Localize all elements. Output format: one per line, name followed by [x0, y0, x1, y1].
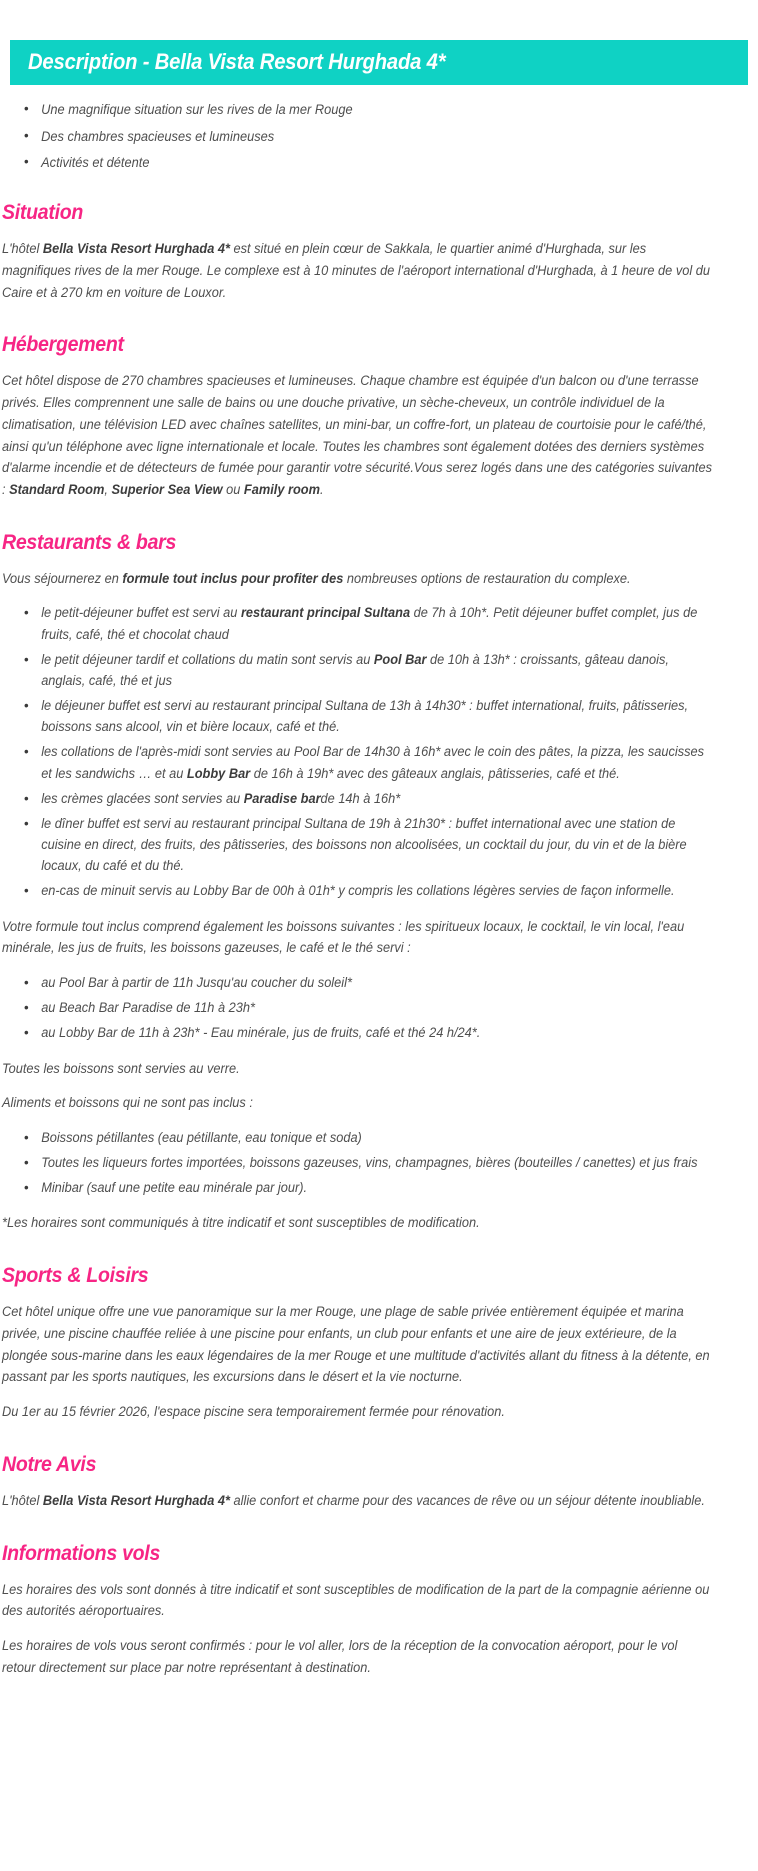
list-item: • Des chambres spacieuses et lumineuses: [24, 128, 710, 145]
text-lead: L'hôtel: [2, 241, 43, 257]
section-heading-vols: Informations vols: [2, 1541, 161, 1565]
list-item: • au Pool Bar à partir de 11h Jusqu'au coucher du soleil*: [24, 972, 714, 993]
room-category-family: Family room: [243, 481, 320, 497]
glass-note: Toutes les boissons sont servies au verre.: [2, 1060, 240, 1076]
list-item: [24, 695, 714, 737]
excluded-intro: Aliments et boissons qui ne sont pas inclus :: [2, 1095, 253, 1111]
section-heading-hebergement: Hébergement: [2, 333, 124, 357]
text-lead: Vous séjournerez en: [2, 570, 123, 586]
list-item: • Boissons pétillantes (eau pétillante, eau tonique et soda): [24, 1127, 714, 1148]
section-heading-restaurants: Restaurants & bars: [2, 530, 177, 554]
sports-paragraph: Cet hôtel unique offre une vue panoramique sur la mer Rouge, une plage de sable privée entièrement équipée et marina privée, une piscine chauffée reliée à une piscine pour enfants, un club pour enfants et une aire de jeux extérieure, de la plongée sous-marine dans les eaux légendaires de la mer Rouge et une multitude d'activités allant du fitness à la détente, en passant par les sports nautiques, les excursions dans le désert et la vie nocturne.: [2, 1304, 710, 1385]
section-heading-sports: Sports & Loisirs: [2, 1264, 149, 1288]
list-item: [24, 741, 714, 783]
text-rest: de 14h à 16h*: [320, 790, 401, 806]
list-item: [24, 649, 714, 691]
list-item: • au Beach Bar Paradise de 11h à 23h*: [24, 997, 714, 1018]
description-banner: [10, 40, 748, 85]
text-lead: L'hôtel: [2, 1492, 43, 1508]
room-category-standard: Standard Room: [9, 481, 105, 497]
meals-list: [2, 602, 746, 901]
list-item: [24, 788, 714, 809]
hotel-name-bold: Bella Vista Resort Hurghada 4*: [42, 1492, 230, 1508]
section-heading-avis: Notre Avis: [2, 1452, 97, 1476]
text-lead: le petit déjeuner tardif et collations du matin sont servis au: [41, 651, 374, 667]
list-item: • Toutes les liqueurs fortes importées, boissons gazeuses, vins, champagnes, bières (bouteilles / canettes) et jus frais: [24, 1152, 714, 1173]
schedule-footnote: *Les horaires sont communiqués à titre indicatif et sont susceptibles de modification.: [2, 1215, 480, 1231]
list-item: [24, 602, 714, 644]
drinks-list: [2, 972, 746, 1044]
text-lead: le déjeuner buffet est servi au restaurant principal Sultana de 13h à 14h30* : buffet international, fruits, pâtisseries, boissons sans alcool, vin et bière locaux, café et thé.: [41, 698, 689, 735]
list-item: [24, 880, 714, 901]
separator-1: ,: [104, 481, 112, 497]
text-rest: nombreuses options de restauration du complexe.: [343, 570, 631, 586]
situation-paragraph: [2, 238, 713, 303]
text-lead: les crèmes glacées sont servies au: [41, 790, 244, 806]
vols-paragraph-2: Les horaires de vols vous seront confirmés : pour le vol aller, lors de la réception de la convocation aéroport, pour le vol retour directement sur place par notre représentant à destination.: [2, 1638, 678, 1675]
vols-paragraph-1: Les horaires des vols sont donnés à titre indicatif et sont susceptibles de modification de la part de la compagnie aérienne ou des autorités aéroportuaires.: [2, 1581, 710, 1619]
text-lead: les collations de l'après-midi sont servies au Pool Bar de 14h30 à 16h* avec le coin des pâtes, la pizza, les saucisses et les sandwichs … et au: [41, 744, 705, 781]
list-item: • au Lobby Bar de 11h à 23h* - Eau minérale, jus de fruits, café et thé 24 h/24*.: [24, 1022, 714, 1043]
venue-bold: Paradise bar: [243, 790, 321, 806]
drinks-intro: Votre formule tout inclus comprend également les boissons suivantes : les spiritueux locaux, le cocktail, le vin local, l'eau minérale, les jus de fruits, les boissons gazeuses, le café et le thé servi :: [2, 918, 685, 956]
text-rest: de 7h à 10h*. Petit déjeuner buffet complet, jus de fruits, café, thé et chocolat chaud: [41, 605, 698, 642]
text-part1: Cet hôtel dispose de 270 chambres spacieuses et lumineuses. Chaque chambre est équipée d'un balcon ou d'une terrasse privés. Elles comprennent une salle de bains ou une douche privative, un sèche-cheveux, un contrôle individuel de la climatisation, une télévision LED avec chaînes satellites, un mini-bar, un coffre-fort, un plateau de courtoisie pour le café/thé, ainsi qu'un téléphone avec ligne internationale et locale. Toutes les chambres sont également dotées des derniers systèmes d'alarme incendie et de détecteurs de fumée pour garantir votre sécurité.Vous serez logés dans une des catégories suivantes :: [2, 373, 712, 497]
text-lead: en-cas de minuit servis au Lobby Bar de 00h à 01h* y compris les collations légères servies de façon informelle.: [41, 883, 675, 899]
text-rest: allie confort et charme pour des vacances de rêve ou un séjour détente inoubliable.: [229, 1492, 705, 1508]
pool-renovation-notice: Du 1er au 15 février 2026, l'espace piscine sera temporairement fermée pour rénovation.: [2, 1404, 505, 1420]
excluded-list: [2, 1127, 746, 1199]
hotel-name-bold: Bella Vista Resort Hurghada 4*: [42, 241, 230, 257]
text-lead: le petit-déjeuner buffet est servi au: [41, 605, 241, 621]
text-lead: le dîner buffet est servi au restaurant principal Sultana de 19h à 21h30* : buffet international avec une station de cuisine en direct, des fruits, des pâtisseries, des boissons non alcoolisées, un cocktail du jour, du vin et de la bière locaux, du café et du thé.: [41, 815, 687, 874]
venue-bold: Pool Bar: [373, 651, 427, 667]
hebergement-paragraph: [2, 370, 713, 500]
avis-paragraph: [2, 1490, 713, 1512]
text-rest: est situé en plein cœur de Sakkala, le quartier animé d'Hurghada, sur les magnifiques rives de la mer Rouge. Le complexe est à 10 minutes de l'aéroport international d'Hurghada, à 1 heure de vol du Caire et à 270 km en voiture de Louxor.: [2, 241, 710, 300]
list-item: • Activités et détente: [24, 154, 710, 171]
venue-bold: Lobby Bar: [186, 765, 251, 781]
list-item: • Une magnifique situation sur les rives de la mer Rouge: [24, 101, 710, 118]
text-rest: de 10h à 13h* : croissants, gâteau danois, anglais, café, thé et jus: [41, 651, 669, 688]
restaurants-intro: [2, 568, 713, 590]
text-rest: de 16h à 19h* avec des gâteaux anglais, pâtisseries, café et thé.: [250, 765, 620, 781]
page-title: Description - Bella Vista Resort Hurghada 4*: [28, 49, 446, 74]
section-heading-situation: Situation: [2, 201, 84, 225]
hotel-description-page: [0, 40, 758, 1871]
description-content: [0, 101, 758, 1678]
highlights-list: [2, 101, 746, 171]
formula-bold: formule tout inclus pour profiter des: [122, 570, 344, 586]
room-category-superior: Superior Sea View: [111, 481, 223, 497]
list-item: • Minibar (sauf une petite eau minérale par jour).: [24, 1177, 714, 1198]
venue-bold: restaurant principal Sultana: [240, 605, 411, 621]
list-item: [24, 813, 714, 877]
separator-2: ou: [222, 481, 244, 497]
text-end: .: [319, 481, 324, 497]
